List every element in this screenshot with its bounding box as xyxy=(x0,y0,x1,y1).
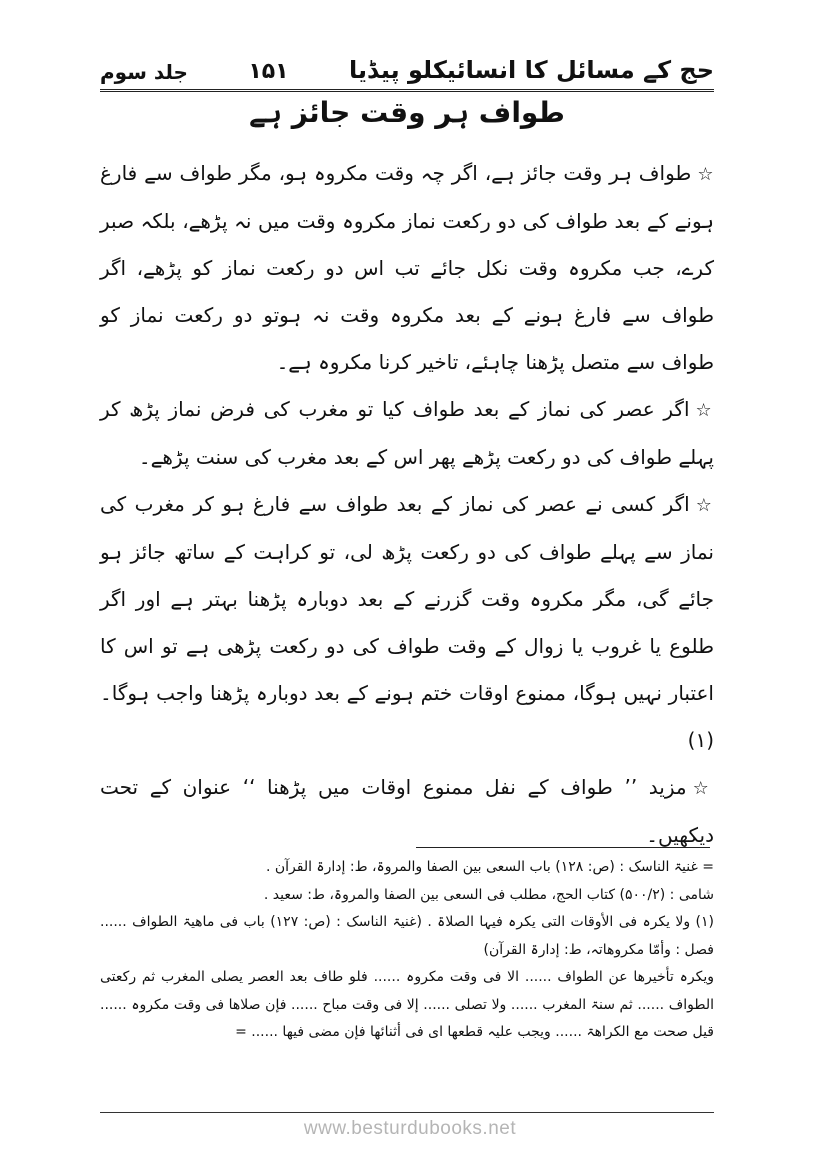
star-icon: ☆ xyxy=(692,778,714,799)
star-icon: ☆ xyxy=(697,164,715,185)
paragraph-text: اگر کسی نے عصر کی نماز کے بعد طواف سے فارغ ہو کر مغرب کی نماز سے پہلے طواف کی دو رکعت پڑھ لی، تو کراہت کے ساتھ جائز ہو جائے گی، مگر مکروہ وقت گزرنے کے بعد دوبارہ پڑھنا بہتر ہے اور اگر طلوع یا غروب یا زوال کے وقت طواف کی دو رکعت پڑھی ہے تو اس کا اعتبار نہیں ہوگا، ممنوع اوقات ختم ہونے کے بعد دوبارہ پڑھنا واجب ہوگا۔(۱) xyxy=(100,492,714,752)
paragraph xyxy=(100,386,714,481)
paragraph-text: طواف ہر وقت جائز ہے، اگر چہ وقت مکروہ ہو، مگر طواف سے فارغ ہونے کے بعد طواف کی دو رکعت نماز مکروہ وقت میں نہ پڑھے، بلکہ صبر کرے، جب مکروہ وقت نکل جائے تب اس دو رکعت نماز کو پڑھے، اگر طواف سے فارغ ہونے کے بعد مکروہ وقت نہ ہوتو دو رکعت نماز کو طواف سے متصل پڑھنا چاہئے، تاخیر کرنا مکروہ ہے۔ xyxy=(100,161,714,374)
volume-label: جلد سوم xyxy=(100,60,188,84)
paragraph xyxy=(100,764,714,859)
page-number: ۱۵۱ xyxy=(248,59,289,84)
paragraph-text: اگر عصر کی نماز کے بعد طواف کیا تو مغرب کی فرض نماز پڑھ کر پہلے طواف کی دو رکعت پڑھے پھر اس کے بعد مغرب کی سنت پڑھے۔ xyxy=(100,397,714,469)
page-header xyxy=(100,40,714,84)
footnote-divider xyxy=(416,847,710,848)
star-icon: ☆ xyxy=(695,400,714,421)
watermark: www.besturdubooks.net xyxy=(303,1118,517,1139)
body-text xyxy=(100,150,714,859)
footer-divider xyxy=(100,1112,714,1113)
footnotes xyxy=(100,854,714,1047)
star-icon: ☆ xyxy=(695,495,715,516)
header-divider xyxy=(100,89,714,92)
paragraph-text: مزید ’’ طواف کے نفل ممنوع اوقات میں پڑھنا ‘‘ عنوان کے تحت دیکھیں۔ xyxy=(100,775,714,847)
footnote: ویکرہ تأخیرھا عن الطواف ...... الا فی وقت مکروہ ...... فلو طاف بعد العصر یصلی المغرب ثم رکعتی الطواف ...... ثم سنۃ المغرب ...... ولا تصلی ...... إلا فی وقت مباح ...... فإن صلاھا فی وقت مکروہ ...... قیل صحت مع الکراھۃ ...... ویجب علیہ قطعھا ای فی أثنائھا فإن مضی فیھا ...... = xyxy=(100,969,714,1040)
book-title: حج کے مسائل کا انسائیکلو پیڈیا xyxy=(348,56,714,84)
paragraph xyxy=(100,150,714,386)
footnote: شامی : (۵۰۰/۲) کتاب الحج، مطلب فی السعی بین الصفا والمروۃ، ط: سعید . xyxy=(263,886,714,903)
section-title: طواف ہر وقت جائز ہے xyxy=(249,96,565,129)
paragraph xyxy=(100,481,714,764)
footnote: (۱) ولا یکرہ فی الأوقات التی یکرہ فیہا الصلاۃ . (غنیۃ الناسک : (ص: ۱۲۷) باب فی ماھیۃ الطواف ...... فصل : وأمّا مکروھاتہ، ط: إدارۃ القرآن) xyxy=(100,914,714,958)
footnote: = غنیۃ الناسک : (ص: ۱۲۸) باب السعی بین الصفا والمروۃ، ط: إدارۃ القرآن . xyxy=(265,859,714,875)
